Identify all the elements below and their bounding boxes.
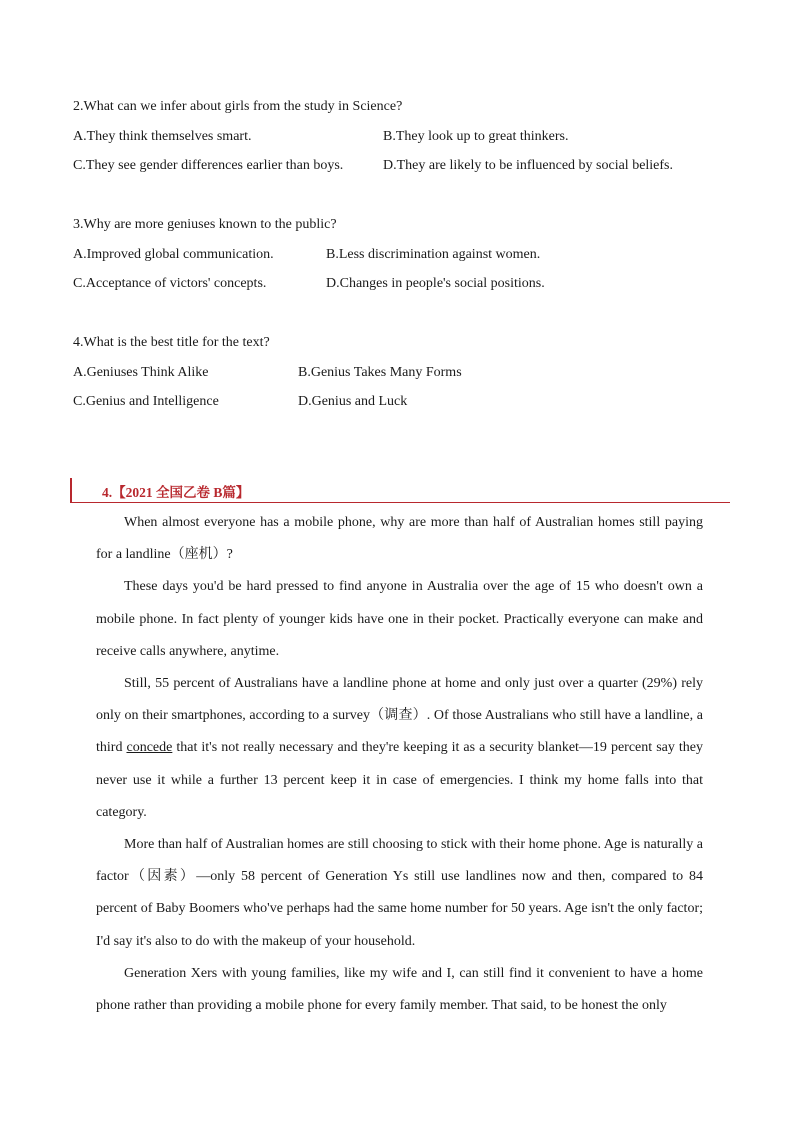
option-a: A.They think themselves smart. [73, 129, 252, 144]
section-title: 4.【2021 全国乙卷 B篇】 [102, 485, 250, 500]
option-c: C.Genius and Intelligence [73, 394, 219, 409]
option-d: D.Genius and Luck [298, 394, 408, 409]
passage-paragraph-4: More than half of Australian homes are still choosing to stick with their home phone. Age is naturally a factor（因素）—only 58 percent of Generation Ys still use landlines now and then, compared to 84 percent of Baby Boomers who've perhaps had the same home number for 50 years. Age isn't the only factor; I'd say it's also to do with the makeup of your household. [96, 837, 703, 949]
question-stem: 3.Why are more geniuses known to the public? [73, 217, 337, 232]
paragraph-text: that it's not really necessary and they're keeping it as a security blanket—19 percent say they never use it while a further 13 percent keep it in case of emergencies. I think my home falls into that category. [96, 740, 703, 820]
reading-passage [96, 507, 703, 1022]
option-d: D.They are likely to be influenced by social beliefs. [383, 158, 674, 173]
passage-paragraph-3 [96, 668, 703, 829]
question-stem: 2.What can we infer about girls from the study in Science? [73, 99, 403, 114]
section-heading [70, 478, 730, 503]
option-c: C.Acceptance of victors' concepts. [73, 276, 267, 291]
option-a: A.Improved global communication. [73, 247, 274, 262]
option-b: B.Less discrimination against women. [326, 247, 541, 262]
underlined-word: concede [126, 740, 173, 756]
passage-paragraph-2: These days you'd be hard pressed to find anyone in Australia over the age of 15 who doesn't own a mobile phone. In fact plenty of younger kids have one in their pocket. Practically everyone can make and receive calls anywhere, anytime. [96, 579, 703, 659]
option-d: D.Changes in people's social positions. [326, 276, 545, 291]
passage-paragraph-5: Generation Xers with young families, like my wife and I, can still find it convenient to have a home phone rather than providing a mobile phone for every family member. That said, to be honest the only [96, 965, 703, 1014]
option-c: C.They see gender differences earlier than boys. [73, 158, 344, 173]
passage-paragraph-1: When almost everyone has a mobile phone, why are more than half of Australian homes still paying for a landline（座机）? [96, 515, 703, 563]
paragraph-text: Still, 55 percent of Australians have a landline phone at home and only just over a quarter (29%) rely only on their smartphones, according to a survey（调查）. Of those Australians who still have a landline, a third [96, 676, 703, 756]
option-b: B.They look up to great thinkers. [383, 129, 569, 144]
question-stem: 4.What is the best title for the text? [73, 335, 270, 350]
option-b: B.Genius Takes Many Forms [298, 365, 462, 380]
option-a: A.Geniuses Think Alike [73, 365, 209, 380]
